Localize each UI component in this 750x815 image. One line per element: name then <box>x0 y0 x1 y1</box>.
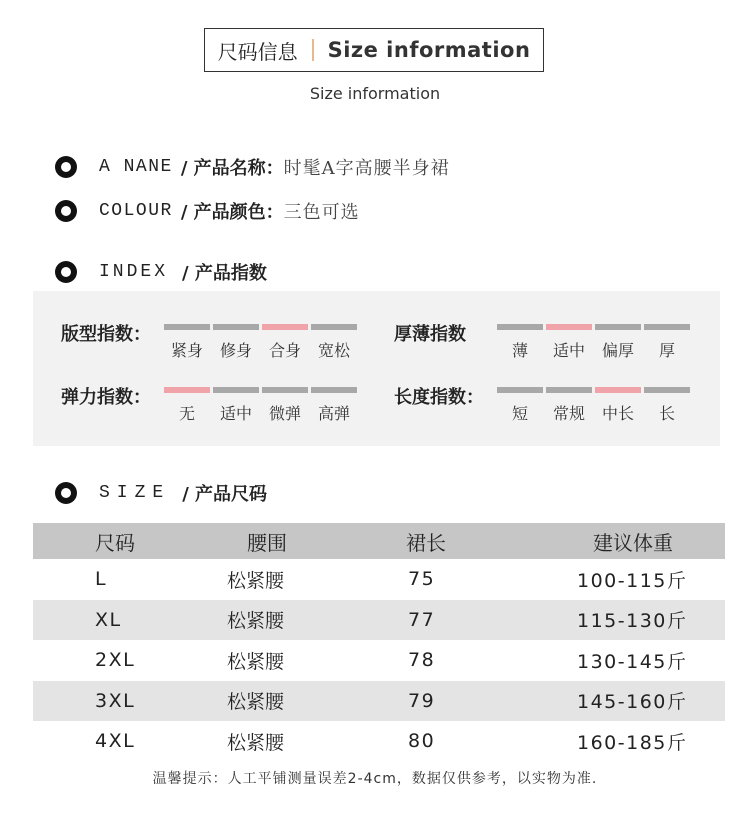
length-index-label: 长度指数： <box>394 387 484 408</box>
scale-option-label: 中长 <box>601 404 634 423</box>
scale-option-label: 适中 <box>219 404 252 423</box>
scale-bar <box>497 324 543 330</box>
size-cell: 2XL <box>95 649 136 672</box>
product-name-row <box>55 154 450 180</box>
title-en: Size information <box>327 38 531 62</box>
scale-segment <box>262 387 308 424</box>
scale-segment <box>262 324 308 361</box>
bullet-ring-icon <box>55 200 77 222</box>
elasticity-index-label: 弹力指数： <box>61 387 151 408</box>
weight-cell: 100-115斤 <box>577 569 688 592</box>
name-label-cn: / 产品名称： <box>180 158 284 179</box>
size-heading-cn: / 产品尺码 <box>182 484 268 505</box>
scale-bar <box>262 387 308 393</box>
bullet-ring-icon <box>55 261 77 283</box>
index-panel <box>33 291 720 446</box>
scale-bar <box>644 324 690 330</box>
col-waist-header: 腰围 <box>247 530 287 555</box>
scale-option-label: 短 <box>511 404 528 423</box>
scale-option-label: 薄 <box>511 341 528 360</box>
scale-segment <box>546 324 592 361</box>
scale-bar <box>213 324 259 330</box>
scale-option-label: 修身 <box>219 341 252 360</box>
index-heading-en: INDEX <box>99 262 169 282</box>
thickness-index-label: 厚薄指数 <box>394 324 466 345</box>
subtitle: Size information <box>309 84 441 103</box>
waist-cell: 松紧腰 <box>227 650 285 673</box>
col-length-header: 裙长 <box>406 530 446 555</box>
scale-option-label: 常规 <box>552 404 585 423</box>
thickness-index-scale <box>497 324 690 361</box>
waist-cell: 松紧腰 <box>227 691 285 714</box>
length-cell: 80 <box>408 730 436 753</box>
scale-option-label: 高弹 <box>317 404 350 423</box>
index-heading <box>55 259 267 285</box>
weight-cell: 115-130斤 <box>577 610 688 633</box>
product-colour-row <box>55 198 360 224</box>
scale-bar <box>644 387 690 393</box>
scale-segment <box>595 387 641 424</box>
product-name-value: 时髦A字高腰半身裙 <box>283 158 450 179</box>
scale-segment <box>311 387 357 424</box>
scale-bar <box>311 324 357 330</box>
measurement-note: 温馨提示：人工平铺测量误差2-4cm，数据仅供参考，以实物为准. <box>152 771 598 787</box>
table-row <box>33 600 725 641</box>
col-size-header: 尺码 <box>95 530 135 555</box>
scale-option-label: 偏厚 <box>601 341 634 360</box>
col-weight-header: 建议体重 <box>593 530 673 555</box>
scale-segment <box>311 324 357 361</box>
scale-option-label: 适中 <box>552 341 585 360</box>
scale-bar-selected <box>164 387 210 393</box>
scale-option-label: 合身 <box>268 341 301 360</box>
colour-label-en: COLOUR <box>99 201 173 221</box>
weight-cell: 145-160斤 <box>577 691 688 714</box>
scale-bar <box>595 324 641 330</box>
scale-bar <box>546 387 592 393</box>
length-cell: 79 <box>408 689 436 712</box>
weight-cell: 160-185斤 <box>577 731 688 754</box>
bullet-ring-icon <box>55 482 77 504</box>
waist-cell: 松紧腰 <box>227 569 285 592</box>
title-separator <box>312 39 314 61</box>
size-cell: L <box>95 568 108 591</box>
size-table-header <box>33 523 725 559</box>
scale-option-label: 无 <box>178 404 195 423</box>
scale-option-label: 微弹 <box>268 404 301 423</box>
table-row <box>33 721 725 762</box>
scale-segment <box>164 324 210 361</box>
fit-index-label: 版型指数： <box>61 324 151 345</box>
scale-segment <box>644 324 690 361</box>
size-cell: 3XL <box>95 689 136 712</box>
scale-segment <box>164 387 210 424</box>
scale-bar-selected <box>546 324 592 330</box>
scale-segment <box>213 387 259 424</box>
scale-bar <box>164 324 210 330</box>
scale-segment <box>595 324 641 361</box>
length-cell: 75 <box>408 568 436 591</box>
scale-option-label: 长 <box>658 404 675 423</box>
bullet-ring-icon <box>55 156 77 178</box>
scale-bar-selected <box>595 387 641 393</box>
scale-bar <box>213 387 259 393</box>
colour-label-cn: / 产品颜色： <box>180 202 284 223</box>
size-heading <box>55 480 267 506</box>
size-table <box>33 523 725 762</box>
table-row <box>33 681 725 722</box>
scale-option-label: 宽松 <box>317 341 350 360</box>
index-heading-cn: / 产品指数 <box>182 263 267 284</box>
scale-option-label: 紧身 <box>170 341 203 360</box>
scale-bar-selected <box>262 324 308 330</box>
elasticity-index-scale <box>164 387 357 424</box>
weight-cell: 130-145斤 <box>577 650 688 673</box>
fit-index-scale <box>164 324 357 361</box>
scale-segment <box>497 324 543 361</box>
title-cn: 尺码信息 <box>217 39 298 64</box>
size-info-title-box <box>204 28 544 72</box>
scale-segment <box>497 387 543 424</box>
length-cell: 78 <box>408 649 436 672</box>
name-label-en: A NANE <box>99 157 173 177</box>
waist-cell: 松紧腰 <box>227 610 285 633</box>
table-row <box>33 640 725 681</box>
table-row <box>33 559 725 600</box>
waist-cell: 松紧腰 <box>227 731 285 754</box>
scale-bar <box>311 387 357 393</box>
scale-option-label: 厚 <box>658 341 675 360</box>
length-cell: 77 <box>408 608 436 631</box>
scale-segment <box>546 387 592 424</box>
size-heading-en: SIZE <box>99 483 171 503</box>
scale-segment <box>213 324 259 361</box>
size-cell: 4XL <box>95 730 136 753</box>
product-colour-value: 三色可选 <box>283 202 360 223</box>
size-cell: XL <box>95 608 122 631</box>
scale-bar <box>497 387 543 393</box>
length-index-scale <box>497 387 690 424</box>
scale-segment <box>644 387 690 424</box>
